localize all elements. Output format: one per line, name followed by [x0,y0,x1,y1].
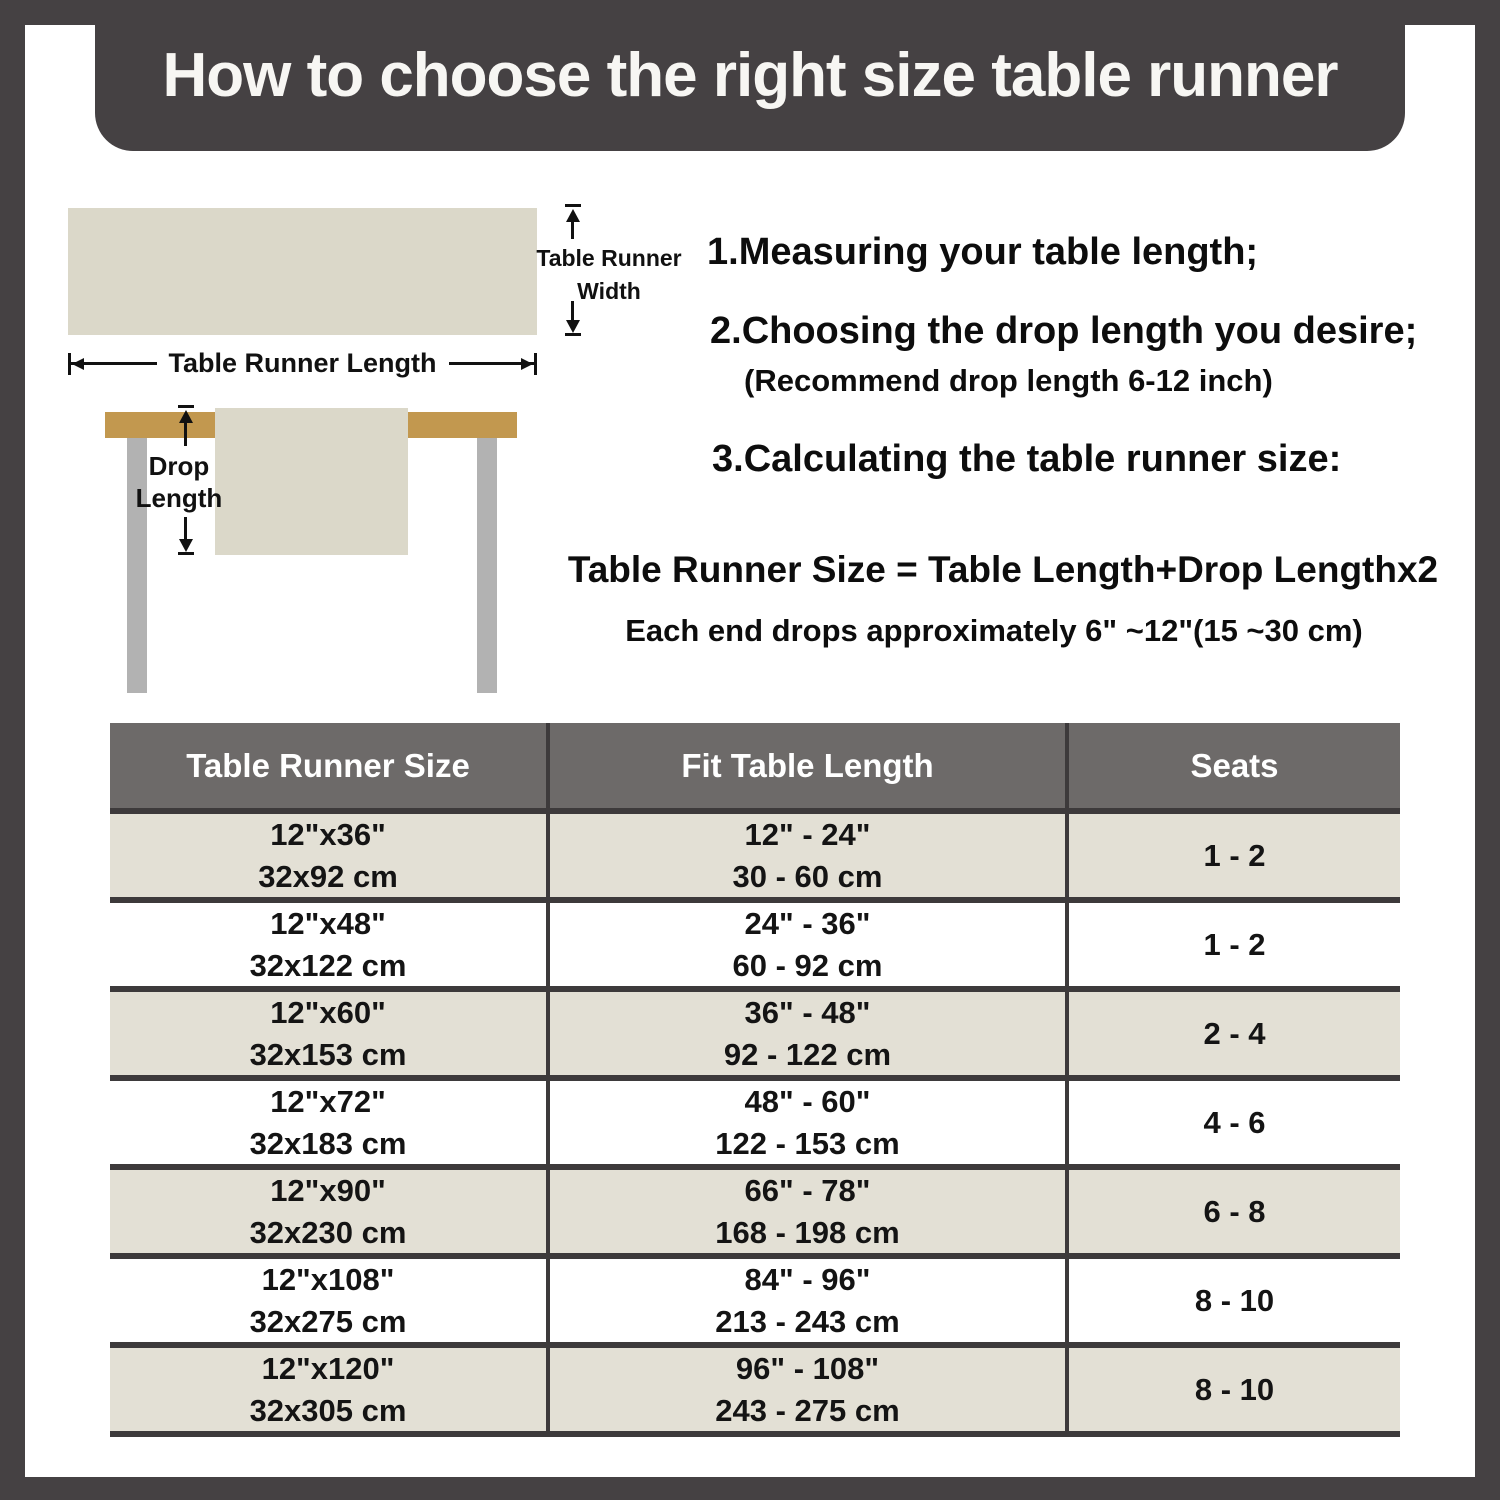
fit-inches: 12" - 24" [744,816,871,852]
size-cm: 32x183 cm [249,1125,407,1161]
fit-cm: 60 - 92 cm [732,947,883,983]
drop-arrow-top-cap [178,405,194,408]
cell-fit-length [550,1348,1065,1431]
cell-seats [1069,1170,1400,1253]
cell-seats [1069,1348,1400,1431]
size-formula: Table Runner Size = Table Length+Drop Lengthx2 [567,549,1439,590]
drop-label-line1: Drop [148,451,210,481]
cell-fit-length [550,1170,1065,1253]
fit-inches: 48" - 60" [744,1083,871,1119]
cell-seats [1069,1081,1400,1164]
size-table-header-seats: Seats [1069,723,1400,808]
fit-inches: 66" - 78" [744,1172,871,1208]
cell-seats [1069,992,1400,1075]
seats-value: 2 - 4 [1203,1015,1266,1051]
cell-runner-size [110,903,546,986]
size-table-header-runner-size: Table Runner Size [110,723,546,808]
arrow-right-icon [521,358,533,370]
drop-arrow-upper-shaft [184,421,187,446]
seats-value: 6 - 8 [1203,1193,1266,1229]
cell-runner-size [110,814,546,897]
arrow-down-icon [179,539,193,552]
cell-runner-size [110,1259,546,1342]
fit-cm: 92 - 122 cm [723,1036,892,1072]
width-label-line2: Width [577,278,641,304]
fit-cm: 168 - 198 cm [715,1214,900,1250]
fit-cm: 30 - 60 cm [732,858,883,894]
cell-seats [1069,1259,1400,1342]
cell-runner-size [110,1348,546,1431]
drop-arrow-bottom-cap [178,552,194,555]
cell-runner-size [110,992,546,1075]
width-arrow-bottom-cap [565,333,581,336]
size-inches: 12"x120" [261,1350,395,1386]
drop-arrow-lower-shaft [184,517,187,541]
cell-seats [1069,903,1400,986]
fit-inches: 24" - 36" [744,905,871,941]
size-cm: 32x305 cm [249,1392,407,1428]
cell-fit-length [550,814,1065,897]
cell-runner-size [110,1170,546,1253]
step-2: 2.Choosing the drop length you desire; [710,310,1418,352]
step-1: 1.Measuring your table length; [707,231,1259,273]
width-arrow-lower-shaft [571,301,574,321]
seats-value: 4 - 6 [1203,1104,1266,1140]
fit-inches: 96" - 108" [735,1350,880,1386]
fit-cm: 122 - 153 cm [715,1125,900,1161]
length-arrow [68,348,537,378]
size-cm: 32x275 cm [249,1303,407,1339]
table-leg-right [477,438,497,693]
cell-fit-length [550,1081,1065,1164]
seats-value: 8 - 10 [1194,1282,1275,1318]
fit-cm: 213 - 243 cm [715,1303,900,1339]
seats-value: 1 - 2 [1203,926,1266,962]
seats-value: 1 - 2 [1203,837,1266,873]
size-inches: 12"x48" [270,905,386,941]
size-inches: 12"x72" [270,1083,386,1119]
size-cm: 32x122 cm [249,947,407,983]
step-3: 3.Calculating the table runner size: [712,438,1342,480]
size-cm: 32x92 cm [258,858,398,894]
frame-border-right [1475,0,1500,1500]
cell-fit-length [550,903,1065,986]
frame-border-left [0,0,25,1500]
step-2-note: (Recommend drop length 6-12 inch) [744,363,1273,398]
size-inches: 12"x60" [270,994,386,1030]
runner-top-view [68,208,537,335]
drop-range-note: Each end drops approximately 6" ~12"(15 ~30 cm) [625,613,1363,648]
size-inches: 12"x36" [270,816,386,852]
size-inches: 12"x90" [270,1172,386,1208]
cell-runner-size [110,1081,546,1164]
frame-border-bottom [0,1477,1500,1500]
cell-seats [1069,814,1400,897]
cell-fit-length [550,992,1065,1075]
size-cm: 32x230 cm [249,1214,407,1250]
runner-drape [215,408,408,555]
seats-value: 8 - 10 [1194,1371,1275,1407]
fit-inches: 36" - 48" [744,994,871,1030]
arrow-down-icon [566,320,580,333]
size-cm: 32x153 cm [249,1036,407,1072]
drop-label-line2: Length [135,483,223,513]
size-inches: 12"x108" [261,1261,395,1297]
width-arrow-top-cap [565,204,581,207]
cell-fit-length [550,1259,1065,1342]
fit-cm: 243 - 275 cm [715,1392,900,1428]
width-label-line1: Table Runner [536,245,682,271]
width-arrow-upper-shaft [571,220,574,239]
arrow-left-icon [72,358,84,370]
size-table [110,723,1400,1437]
fit-inches: 84" - 96" [744,1261,871,1297]
size-table-header-fit-length: Fit Table Length [550,723,1065,808]
title-banner [95,0,1405,151]
length-label: Table Runner Length [157,347,449,379]
page-title: How to choose the right size table runner [162,41,1338,110]
